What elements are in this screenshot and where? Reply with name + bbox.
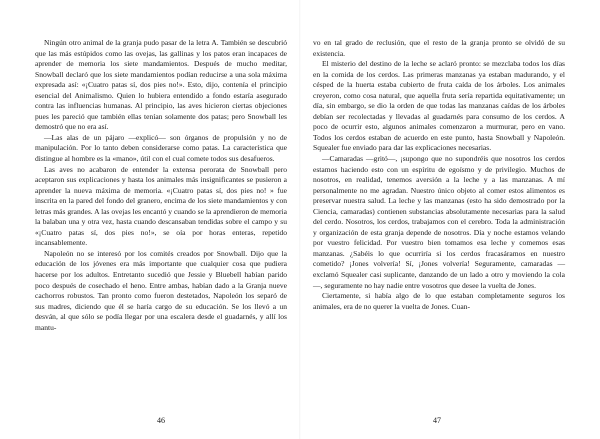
paragraph: —Camaradas —gritó—, ¡supongo que no supondréis que nosotros los cerdos estamos haciendo esto con un espíritu de egoísmo y de privilegio. Muchos de nosotros, en realidad, tenemos aversión a la leche y a las manzanas. A mí personalmente no me agradan. Nuestro único objeto al comer estos alimentos es preservar nuestra salud. La leche y las manzanas (esto ha sido demostrado por la Ciencia, camaradas) contienen substancias absolutamente necesarias para la salud del cerdo. Nosotros, los cerdos, trabajamos con el cerebro. Toda la administración y organización de esta granja depende de nosotros. Día y noche estamos velando por vuestro felicidad. Por vuestro bien tomamos esa leche y comemos esas manzanas. ¿Sabéis lo que ocurriría si los cerdos fracasáramos en nuestro cometido? ¡Jones volvería! Sí, ¡Jones volvería! Seguramente, camaradas —exclamó Squealer casi suplicante, danzando de un lado a otro y moviendo la cola—, seguramente no hay nadie entre vosotros que desee la vuelta de Jones. bbox=[313, 154, 565, 290]
left-page bbox=[35, 38, 287, 433]
page-number-right: 47 bbox=[433, 416, 441, 425]
paragraph: El misterio del destino de la leche se aclaró pronto: se mezclaba todos los días en la comida de los cerdos. Las primeras manzanas ya estaban madurando, y el césped de la huerta estaba cubierto de fruta caída de los árboles. Los animales creyeron, como cosa natural, que aquella fruta sería repartida equitativamente; un día, sin embargo, se dio la orden de que todas las manzanas caídas de los árboles debían ser recolectadas y llevadas al guadarnés para consumo de los cerdos. A poco de ocurrir esto, algunos animales comenzaron a murmurar, pero en vano. Todos los cerdos estaban de acuerdo en este punto, hasta Snowball y Napoleón. Squealer fue enviado para dar las explicaciones necesarias. bbox=[313, 59, 565, 153]
paragraph: Napoleón no se interesó por los comités creados por Snowball. Dijo que la educación de los jóvenes era más importante que cualquier cosa que pudiera hacerse por los adultos. Entretanto sucedió que Jessie y Bluebell habían parido poco después de cosechado el heno. Entre ambas, habían dado a la Granja nueve cachorros robustos. Tan pronto como fueron destetados, Napoleón los separó de sus madres, diciendo que él se haría cargo de su educación. Se los llevó a un desván, al que sólo se podía llegar por una escalera desde el guadarnés, y allí los mantu- bbox=[35, 248, 287, 332]
left-page-text bbox=[35, 38, 287, 333]
paragraph: Ciertamente, si había algo de lo que estaban completamente seguros los animales, era de no querer la vuelta de Jones. Cuan- bbox=[313, 291, 565, 311]
paragraph: Ningún otro animal de la granja pudo pasar de la letra A. También se descubrió que las más estúpidos como las ovejas, las gallinas y los patos eran incapaces de aprender de memoria los siete mandamientos. Después de mucho meditar, Snowball declaró que los siete mandamientos podían reducirse a una sola máxima expresada así: «¡Cuatro patas sí, dos pies no!». Esto, dijo, contenía el principio esencial del Animalismo. Quien lo hubiera entendido a fondo estaría asegurado contra las influencias humanas. Al principio, las aves hicieron ciertas objeciones pues les pareció que también ellas tenían solamente dos patas; pero Snowball les demostró que no era así. bbox=[35, 38, 287, 132]
page-number-left: 46 bbox=[157, 416, 165, 425]
right-page bbox=[313, 38, 565, 433]
right-page-text bbox=[313, 38, 565, 312]
paragraph: vo en tal grado de reclusión, que el resto de la granja pronto se olvidó de su existencia. bbox=[313, 38, 565, 58]
paragraph: —Las alas de un pájaro —explicó— son órganos de propulsión y no de manipulación. Por lo tanto deben considerarse como patas. La característica que distingue al hombre es la «mano», útil con el cual comete todos sus desafueros. bbox=[35, 132, 287, 164]
paragraph: Las aves no acabaron de entender la extensa perorata de Snowball pero aceptaron sus explicaciones y hasta los animales más insignificantes se pusieron a aprender la nueva máxima de memoria. «¡Cuatro patas sí, dos pies no! » fue inscrita en la pared del fondo del granero, encima de los siete mandamientos y con letras más grandes. A las ovejas les encantó y cuando se la aprendieron de memoria la balaban una y otra vez, hasta cuando descansaban tendidas sobre el campo y su «¡Cuatro patas sí, dos pies no!», se oía por horas enteras, repetido incansablemente. bbox=[35, 164, 287, 248]
book-gutter bbox=[299, 0, 301, 439]
